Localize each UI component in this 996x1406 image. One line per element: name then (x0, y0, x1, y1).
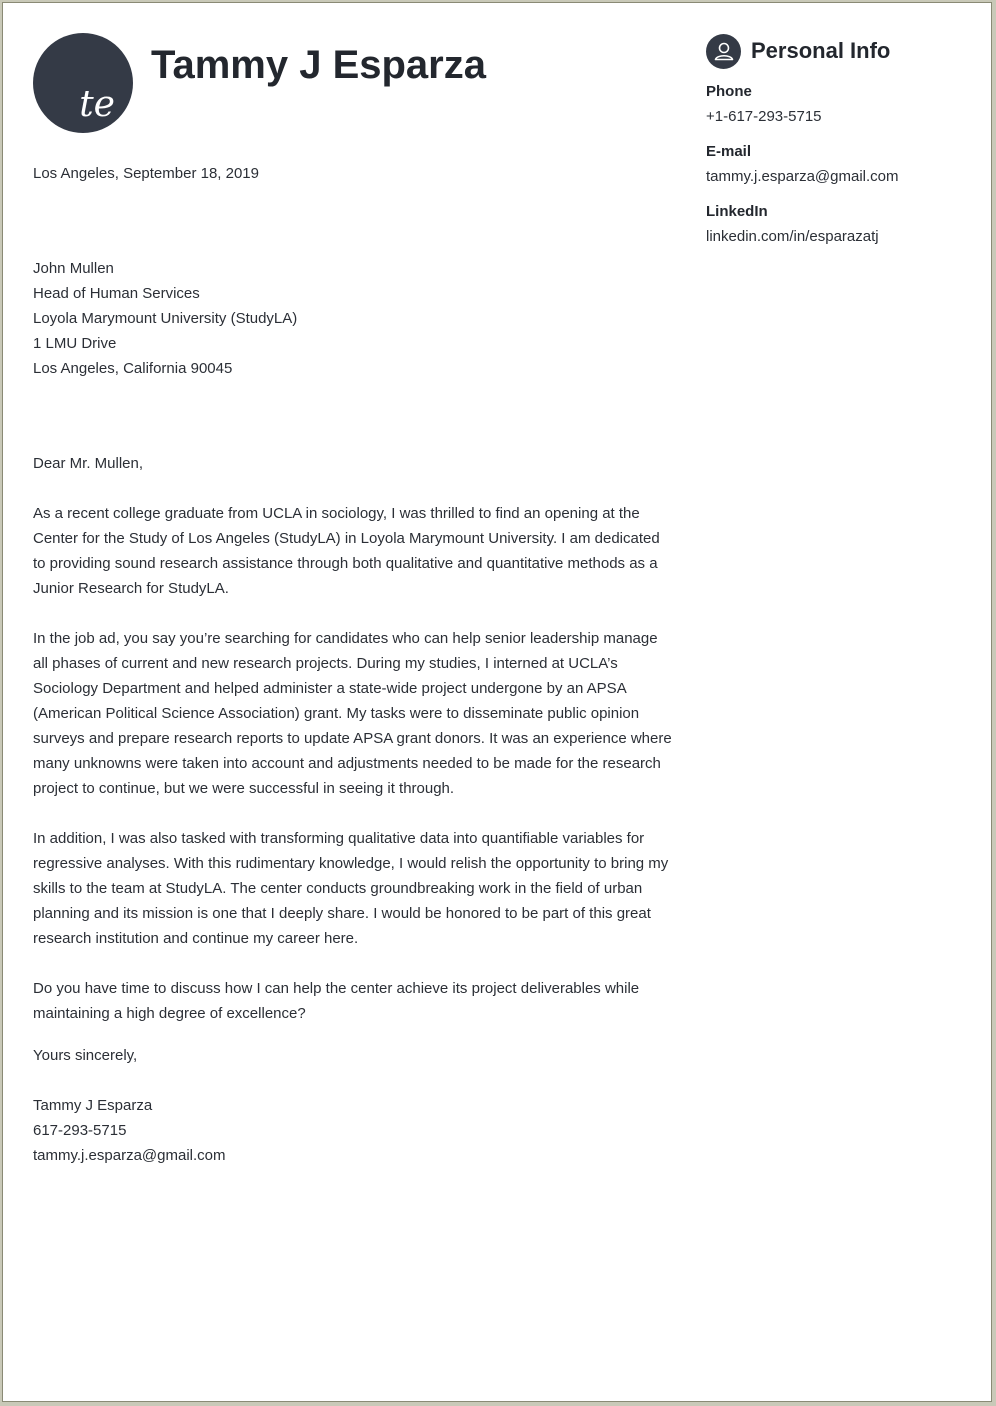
phone-value: +1-617-293-5715 (706, 108, 822, 125)
recipient-street: 1 LMU Drive (33, 335, 117, 352)
letter-body (33, 451, 673, 1168)
signature-phone: 617-293-5715 (33, 1122, 127, 1139)
phone-label: Phone (706, 83, 752, 100)
linkedin-label: LinkedIn (706, 203, 768, 220)
closing: Yours sincerely, (33, 1047, 138, 1064)
paragraph-call-to-action: Do you have time to discuss how I can help the center achieve its project deliverables while maintaining a high degree of excellence? (33, 980, 640, 1022)
email-value: tammy.j.esparza@gmail.com (706, 168, 899, 185)
email-label: E-mail (706, 143, 752, 160)
user-icon (706, 34, 741, 69)
paragraph-experience: In the job ad, you say you’re searching for candidates who can help senior leadership manage all phases of current and new research projects. During my studies, I interned at UCLA’s Sociology Department and helped administer a state-wide project undergone by an APSA (American Political Science Association) grant. My tasks were to disseminate public opinion surveys and prepare research reports to update APSA grant donors. It was an experience where many unknowns were taken into account and adjustments needed to be made for the research project to continue, but we were successful in seeing it through. (33, 630, 672, 797)
letter-page (2, 2, 992, 1402)
personal-info-title: Personal Info (751, 38, 891, 63)
salutation: Dear Mr. Mullen, (33, 455, 144, 472)
signature-email: tammy.j.esparza@gmail.com (33, 1147, 226, 1164)
monogram-badge (33, 33, 133, 133)
paragraph-intro: As a recent college graduate from UCLA in sociology, I was thrilled to find an opening at the Center for the Study of Los Angeles (StudyLA) in Loyola Marymount University. I am dedicated to providing sound research assistance through both qualitative and quantitative methods as a Junior Research for StudyLA. (33, 505, 660, 597)
paragraph-skills: In addition, I was also tasked with transforming qualitative data into quantifiable variables for regressive analyses. With this rudimentary knowledge, I would relish the opportunity to bring my skills to the team at StudyLA. The center conducts groundbreaking work in the field of urban planning and its mission is one that I deeply share. I would be honored to be part of this great research institution and continue my career here. (33, 830, 669, 947)
personal-info-header (706, 33, 976, 69)
recipient-name: John Mullen (33, 260, 114, 277)
recipient-title: Head of Human Services (33, 285, 200, 302)
recipient-block (33, 256, 673, 381)
applicant-name: Tammy J Esparza (151, 43, 486, 87)
place-date: Los Angeles, September 18, 2019 (33, 165, 259, 182)
personal-info-sidebar (706, 33, 976, 249)
linkedin-value: linkedin.com/in/esparazatj (706, 228, 879, 245)
recipient-city: Los Angeles, California 90045 (33, 360, 233, 377)
monogram-initials: te (79, 84, 115, 125)
signature-name: Tammy J Esparza (33, 1097, 153, 1114)
recipient-organization: Loyola Marymount University (StudyLA) (33, 310, 298, 327)
